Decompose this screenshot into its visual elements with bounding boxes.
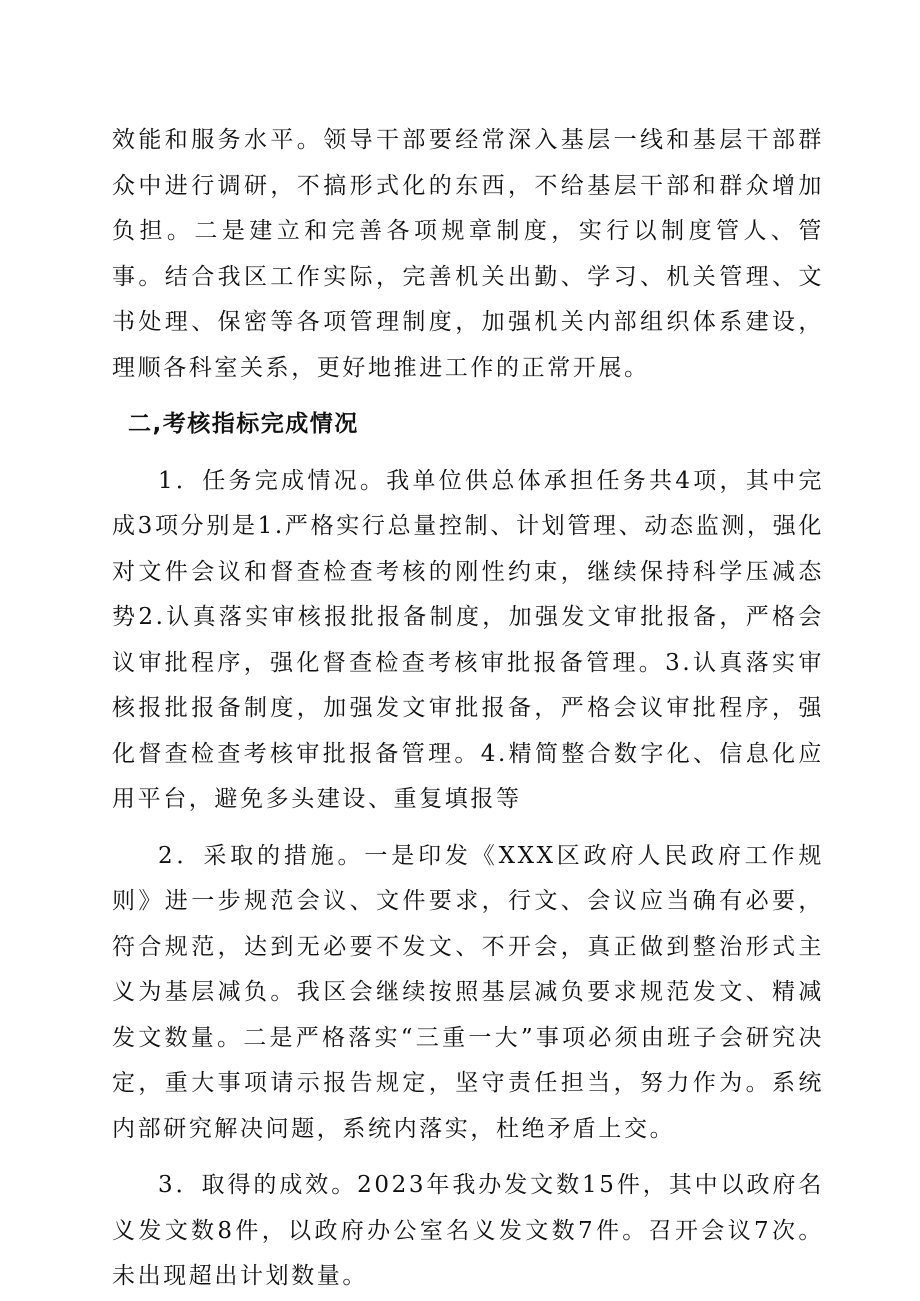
- paragraph-intro: 效能和服务水平。领导干部要经常深入基层一线和基层干部群众中进行调研，不搞形式化的东西，不给基层干部和群众增加负担。二是建立和完善各项规章制度，实行以制度管人、管事。结合我区工作实际，完善机关出勤、学习、机关管理、文书处理、保密等各项管理制度，加强机关内部组织体系建设，理顺各科室关系，更好地推进工作的正常开展。: [112, 127, 824, 381]
- paragraph-measures: 2．采取的措施。一是印发《XXX区政府人民政府工作规则》进一步规范会议、文件要求，行文、会议应当确有必要，符合规范，达到无必要不发文、不开会，真正做到整治形式主义为基层减负。我区会继续按照基层减负要求规范发文、精减发文数量。二是严格落实“三重一大”事项必须由班子会研究决定，重大事项请示报告规定，坚守责任担当，努力作为。系统内部研究解决问题，系统内落实，杜绝矛盾上交。: [112, 842, 824, 1142]
- spacer: [112, 1152, 824, 1163]
- paragraph-task-completion: 1．任务完成情况。我单位供总体承担任务共4项，其中完成3项分别是1.严格实行总量控制、计划管理、动态监测，强化对文件会议和督查检查考核的刚性约束，继续保持科学压减态势2.认真落实审核报批报备制度，加强发文审批报备，严格会议审批程序，强化督查检查考核审批报备管理。3.认真落实审核报批报备制度，加强发文审批报备，严格会议审批程序，强化督查检查考核审批报备管理。4.精简整合数字化、信息化应用平台，避免多头建设、重复填报等: [112, 467, 824, 812]
- document-body: [112, 118, 824, 1300]
- spacer: [112, 823, 824, 834]
- spacer: [112, 448, 824, 459]
- paragraph-results: 3．取得的成效。2023年我办发文数15件，其中以政府名义发文数8件，以政府办公室名义发文数7件。召开会议7次。未出现超出计划数量。: [112, 1172, 824, 1289]
- section-heading: 二,考核指标完成情况: [128, 411, 359, 437]
- spacer: [112, 391, 824, 402]
